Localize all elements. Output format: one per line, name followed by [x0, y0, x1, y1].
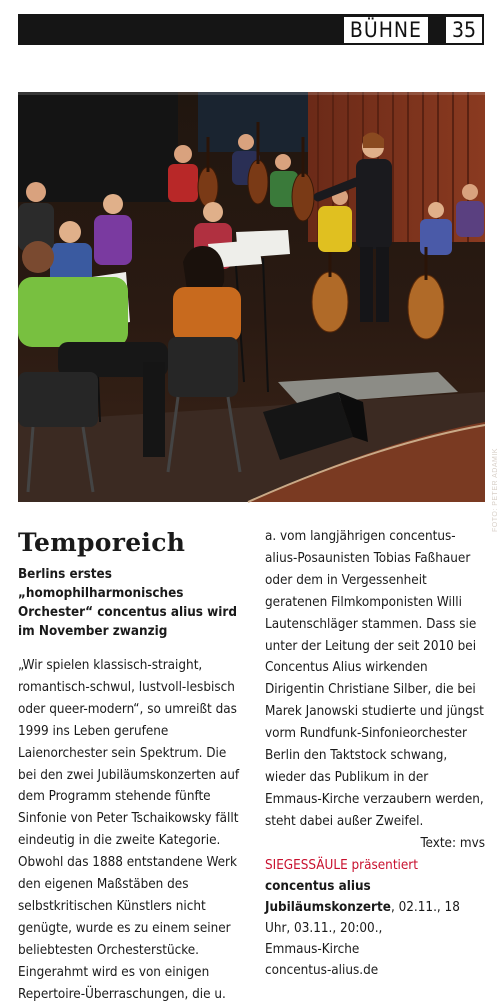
promo-venue: Emmaus-Kirche	[265, 941, 360, 957]
orchestra-photo-illustration	[18, 92, 485, 502]
promo-brand: SIEGESSÄULE	[265, 857, 348, 873]
article-body-right-text: a. vom langjährigen concentus-alius-Posaunisten Tobias Faßhauer oder dem in Vergessenheit geratenen Filmkomponisten Willi Lautenschläger stammen. Dass sie unter der Leitung der seit 2010 bei Concentus Alius wirkenden Dirigentin Christiane Silber, die bei Marek Janowski studierte und jüngst vorm Rundfunk-Sinfonieorchester Berlin den Taktstock schwang, wieder das Publikum in der Emmaus-Kirche verzaubern werden, steht dabei außer Zweifel.	[265, 529, 484, 829]
article-subhead: Berlins erstes „homophilharmonisches Orchester“ concentus alius wird im November zwanzig	[18, 567, 237, 639]
promo-url[interactable]: concentus-alius.de	[265, 962, 379, 978]
section-label: BÜHNE	[344, 17, 428, 43]
promo-details	[265, 876, 485, 939]
promo-presents: präsentiert	[347, 857, 418, 873]
article-left-column	[18, 528, 246, 1006]
photo-credit: FOTO: PETER ADAMIK	[492, 448, 499, 532]
event-promo	[265, 855, 485, 981]
article-right-column	[265, 528, 485, 981]
article-body-left: „Wir spielen klassisch-straight, romantisch-schwul, lustvoll-lesbisch oder queer-modern“, so umreißt das 1999 ins Leben gerufene Laienorchester sein Spektrum. Die bei den zwei Jubiläumskonzerten auf dem Programm stehende fünfte Sinfonie von Peter Tschaikowsky fällt eindeutig in die zweite Kategorie. Obwohl das 1888 entstandene Werk den eigenen Maßstäben des selbstkritischen Künstlers nicht genügte, wurde es zu einem seiner beliebtesten Orchesterstücke. Eingerahmt wird es von einigen Repertoire-Überraschungen, die u.	[18, 658, 240, 1002]
article-headline: Temporeich	[18, 528, 186, 557]
orchestra-photo	[18, 92, 499, 532]
page-header-bar	[18, 14, 484, 45]
promo-title: concentus alius Jubiläumskonzerte	[265, 878, 391, 915]
page-number: 35	[446, 17, 482, 43]
promo-dates: , 02.11., 18 Uhr, 03.11., 20:00.,	[265, 899, 460, 936]
promo-presenter	[265, 855, 485, 876]
article-author-credit: Texte: mvs	[420, 835, 485, 851]
article-body-right	[265, 526, 485, 851]
